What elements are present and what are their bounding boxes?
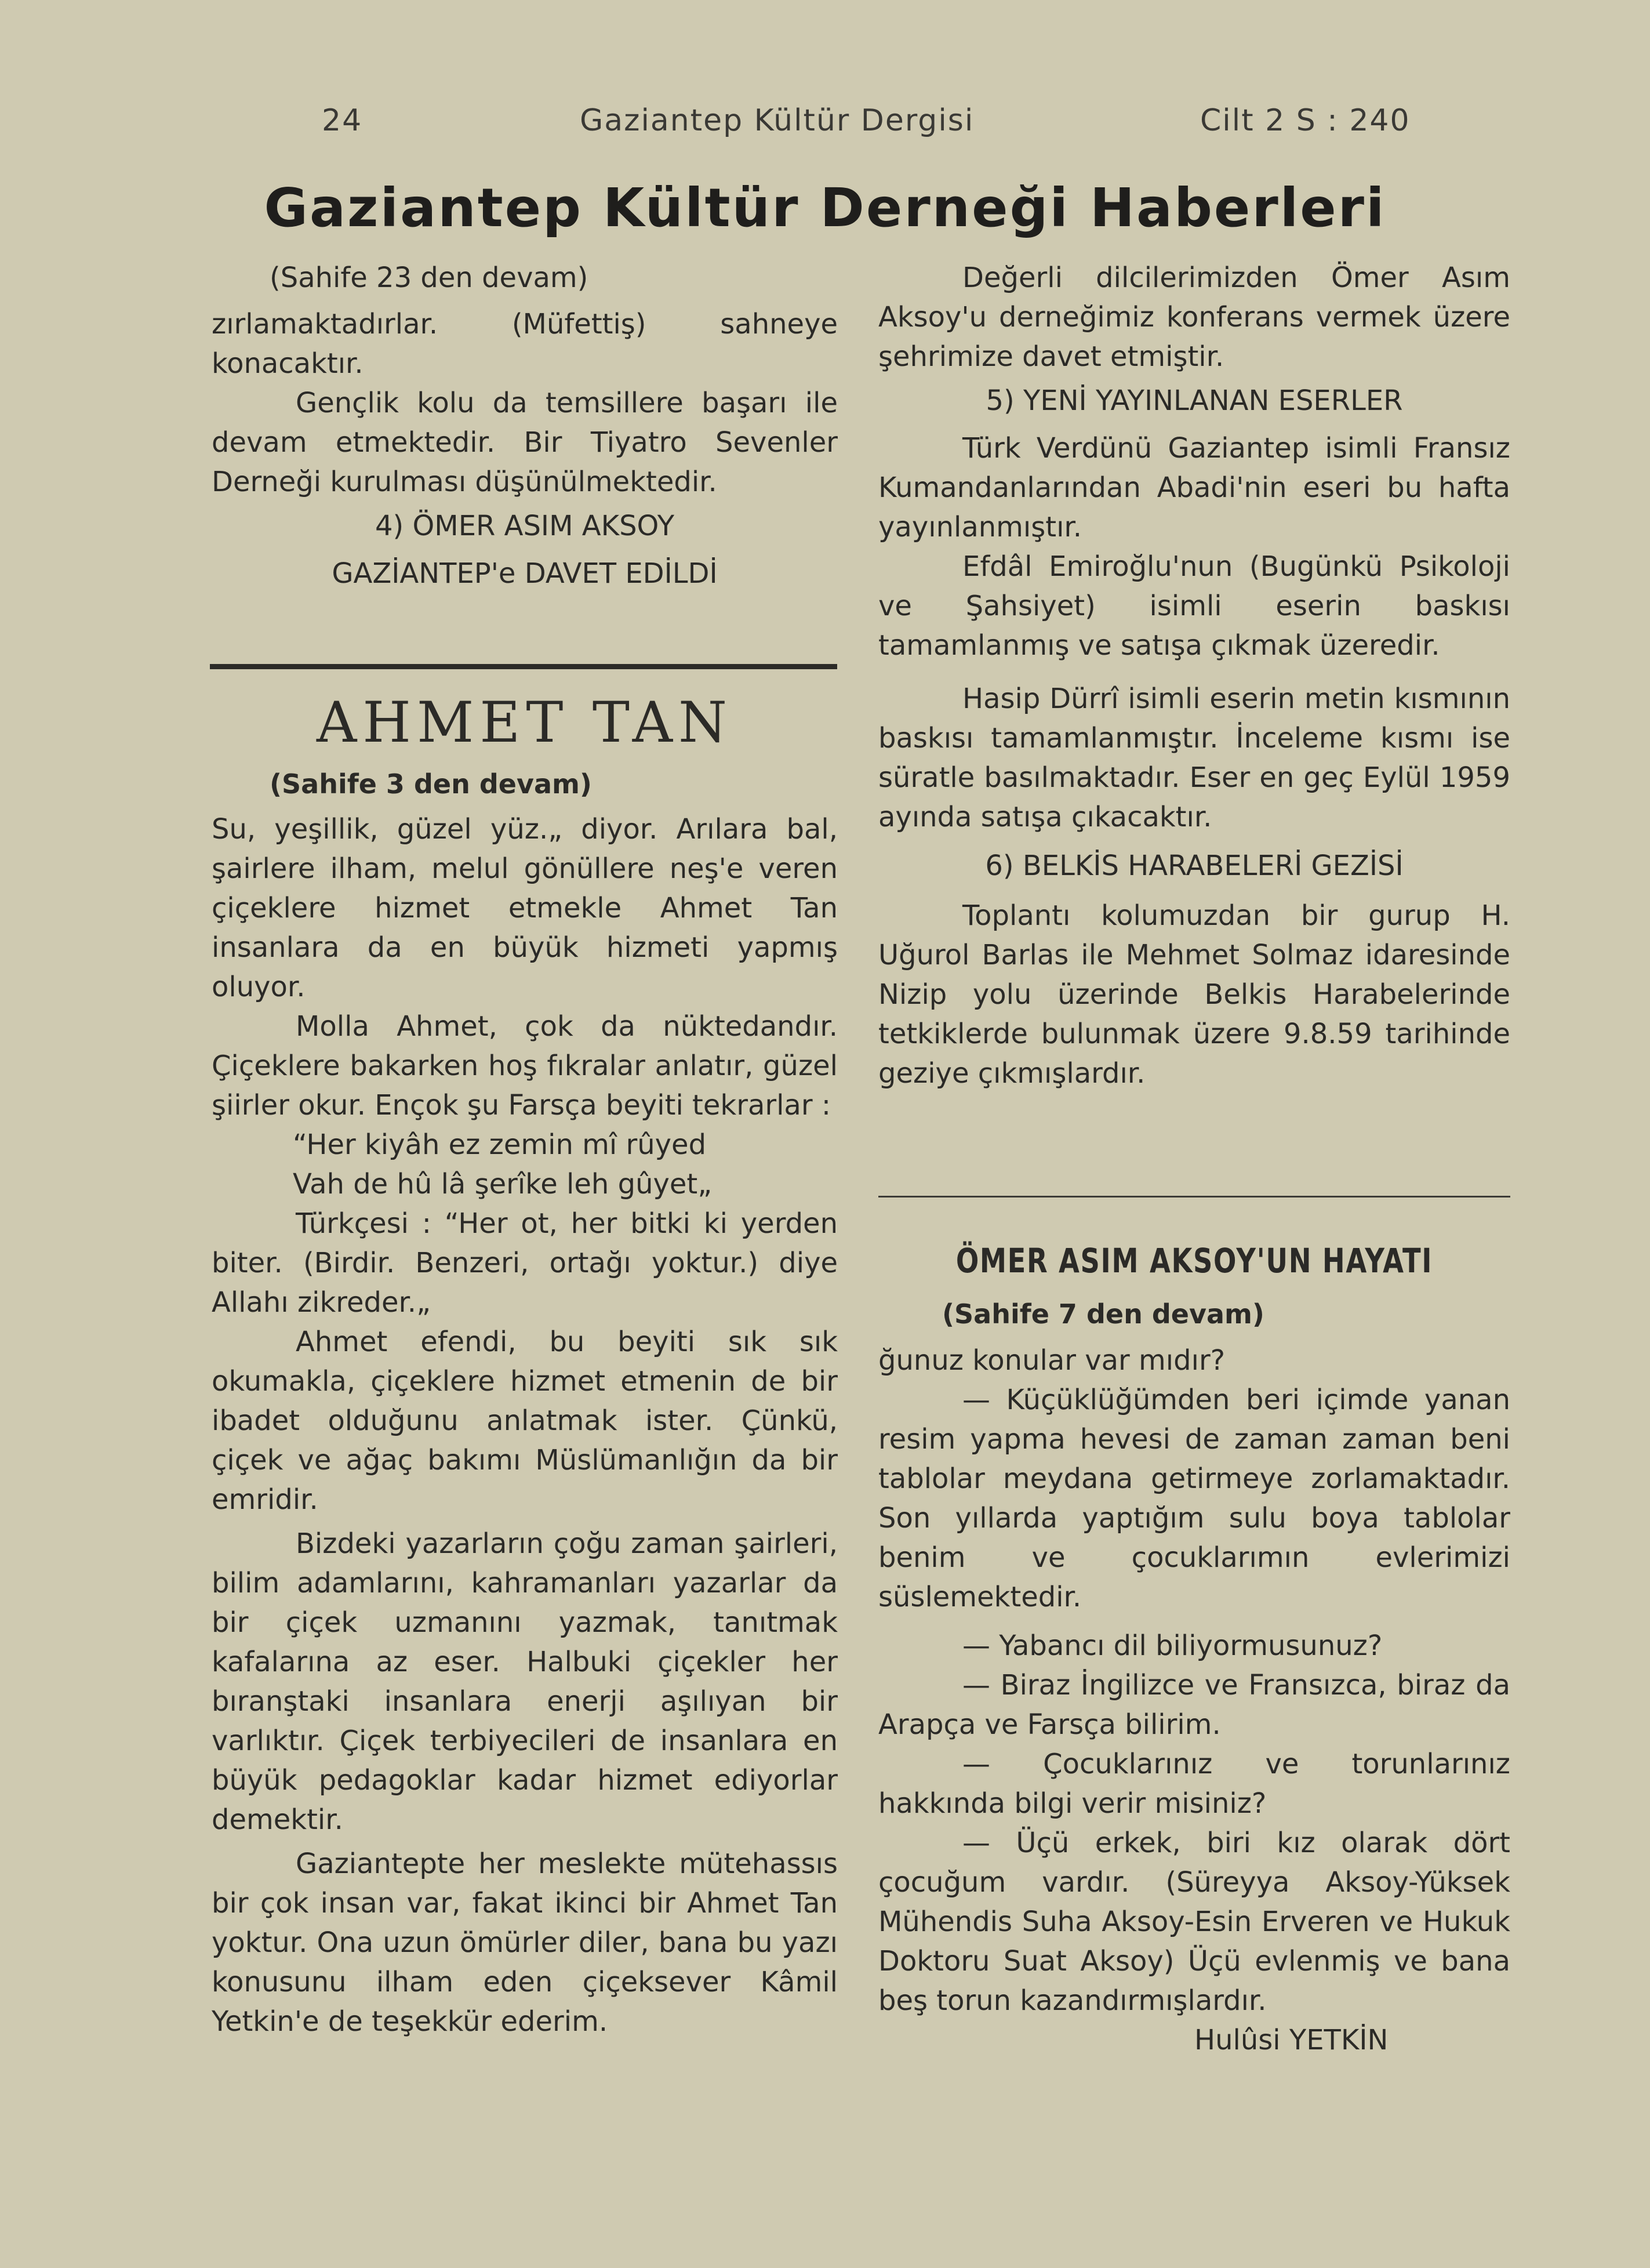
section-heading: 4) ÖMER ASIM AKSOY (375, 510, 675, 542)
continued-note: (Sahife 3 den devam) (270, 768, 592, 800)
paragraph: Su, yeşillik, güzel yüz.„ diyor. Arılara bal, şairlere ilham, melul gönüllere neş'e veren çiçeklere hizmet etmekle Ahmet Tan insanlara da en büyük hizmeti yapmış oluyor. (212, 813, 838, 1003)
continued-note: (Sahife 23 den devam) (270, 262, 588, 294)
paragraph: Efdâl Emiroğlu'nun (Bugünkü Psikoloji ve Şahsiyet) isimli eserin baskısı tamamlanmış ve satışa çıkmak üzeredir. (878, 550, 1510, 662)
paragraph: Toplantı kolumuzdan bir gurup H. Uğurol Barlas ile Mehmet Solmaz idaresinde Nizip yolu üzerinde Belkis Harabelerinde tetkiklerde bulunmak üzere 9.8.59 tarihinde geziye çıkmışlardır. (878, 899, 1510, 1090)
article-title: AHMET TAN (316, 690, 733, 755)
paragraph: — Çocuklarınız ve torunlarınız hakkında bilgi verir misiniz? (878, 1748, 1510, 1820)
page-title: Gaziantep Kültür Derneği Haberleri (264, 177, 1386, 239)
page-number: 24 (322, 103, 363, 138)
paragraph: zırlamaktadırlar. (Müfettiş) sahneye konacaktır. (212, 308, 838, 380)
divider (878, 1196, 1510, 1197)
paragraph: ğunuz konular var mıdır? (878, 1344, 1226, 1377)
article-title: ÖMER ASIM AKSOY'UN HAYATI (955, 1241, 1433, 1280)
paragraph: Molla Ahmet, çok da nüktedandır. Çiçeklere bakarken hoş fıkralar anlatır, güzel şiirler okur. Ençok şu Farsça beyiti tekrarlar : (212, 1010, 838, 1122)
journal-name: Gaziantep Kültür Dergisi (580, 103, 975, 138)
paragraph: Gençlik kolu da temsillere başarı ile devam etmektedir. Bir Tiyatro Sevenler Derneği kurulması düşünülmektedir. (212, 387, 838, 498)
left-column-article (212, 764, 838, 2041)
paragraph: — Yabancı dil biliyormusunuz? (962, 1630, 1383, 1662)
paragraph: — Küçüklüğümden beri içimde yanan resim yapma hevesi de zaman zaman beni tablolar meydana getirmeye zorlamaktadır. Son yıllarda yaptığım sulu boya tablolar benim ve çocuklarımın evlerimizi süslemektedir. (878, 1384, 1510, 1613)
poem-line: “Her kiyâh ez zemin mî rûyed (293, 1128, 707, 1161)
divider (210, 664, 837, 669)
signature: Hulûsi YETKİN (1194, 2024, 1389, 2056)
poem-line: Vah de hû lâ şerîke leh gûyet„ (293, 1168, 713, 1200)
continued-note: (Sahife 7 den devam) (942, 1298, 1264, 1330)
paragraph: Hasip Dürrî isimli eserin metin kısmının baskısı tamamlanmıştır. İnceleme kısmı ise süratle basılmaktadır. Eser en geç Eylül 1959 ayında satışa çıkacaktır. (878, 683, 1510, 833)
right-column-article (878, 1294, 1510, 2060)
paragraph: — Üçü erkek, biri kız olarak dört çocuğum vardır. (Süreyya Aksoy-Yüksek Mühendis Suha Aksoy-Esin Erveren ve Hukuk Doktoru Suat Aksoy) Üçü evlenmiş ve bana beş torun kazandırmışlardır. (878, 1827, 1510, 2017)
paragraph: — Biraz İngilizce ve Fransızca, biraz da Arapça ve Farsça bilirim. (878, 1669, 1510, 1741)
section-heading: 6) BELKİS HARABELERİ GEZİSİ (985, 850, 1404, 882)
right-column-top (878, 258, 1510, 1093)
paragraph: Bizdeki yazarların çoğu zaman şairleri, bilim adamlarını, kahramanları yazarlar da bir çiçek uzmanını yazmak, tanıtmak kafalarına az eser. Halbuki çiçekler her bıranştaki insanlara enerji aşılıyan bir varlıktır. Çiçek terbiyecileri de insanlara en büyük pedagoklar kadar hizmet ediyorlar demektir. (212, 1527, 838, 1836)
paragraph: Gaziantepte her meslekte mütehassıs bir çok insan var, fakat ikinci bir Ahmet Tan yoktur. Ona uzun ömürler diler, bana bu yazı konusunu ilham eden çiçeksever Kâmil Yetkin'e de teşekkür ederim. (212, 1848, 838, 2038)
paragraph: Türkçesi : “Her ot, her bitki ki yerden biter. (Birdir. Benzeri, ortağı yoktur.) diye Allahı zikreder.„ (212, 1207, 838, 1319)
section-heading: 5) YENİ YAYINLANAN ESERLER (986, 384, 1403, 417)
paragraph: Ahmet efendi, bu beyiti sık sık okumakla, çiçeklere hizmet etmenin de bir ibadet olduğunu anlatmak ister. Çünkü, çiçek ve ağaç bakımı Müslümanlığın da bir emridir. (212, 1326, 838, 1516)
paragraph: Değerli dilcilerimizden Ömer Asım Aksoy'u derneğimiz konferans vermek üzere şehrimize davet etmiştir. (878, 262, 1510, 373)
paragraph: Türk Verdünü Gaziantep isimli Fransız Kumandanlarından Abadi'nin eseri bu hafta yayınlanmıştır. (878, 432, 1510, 543)
section-heading: GAZİANTEP'e DAVET EDİLDİ (332, 557, 718, 590)
issue-info: Cilt 2 S : 240 (1200, 103, 1411, 138)
left-column-top (212, 258, 838, 593)
